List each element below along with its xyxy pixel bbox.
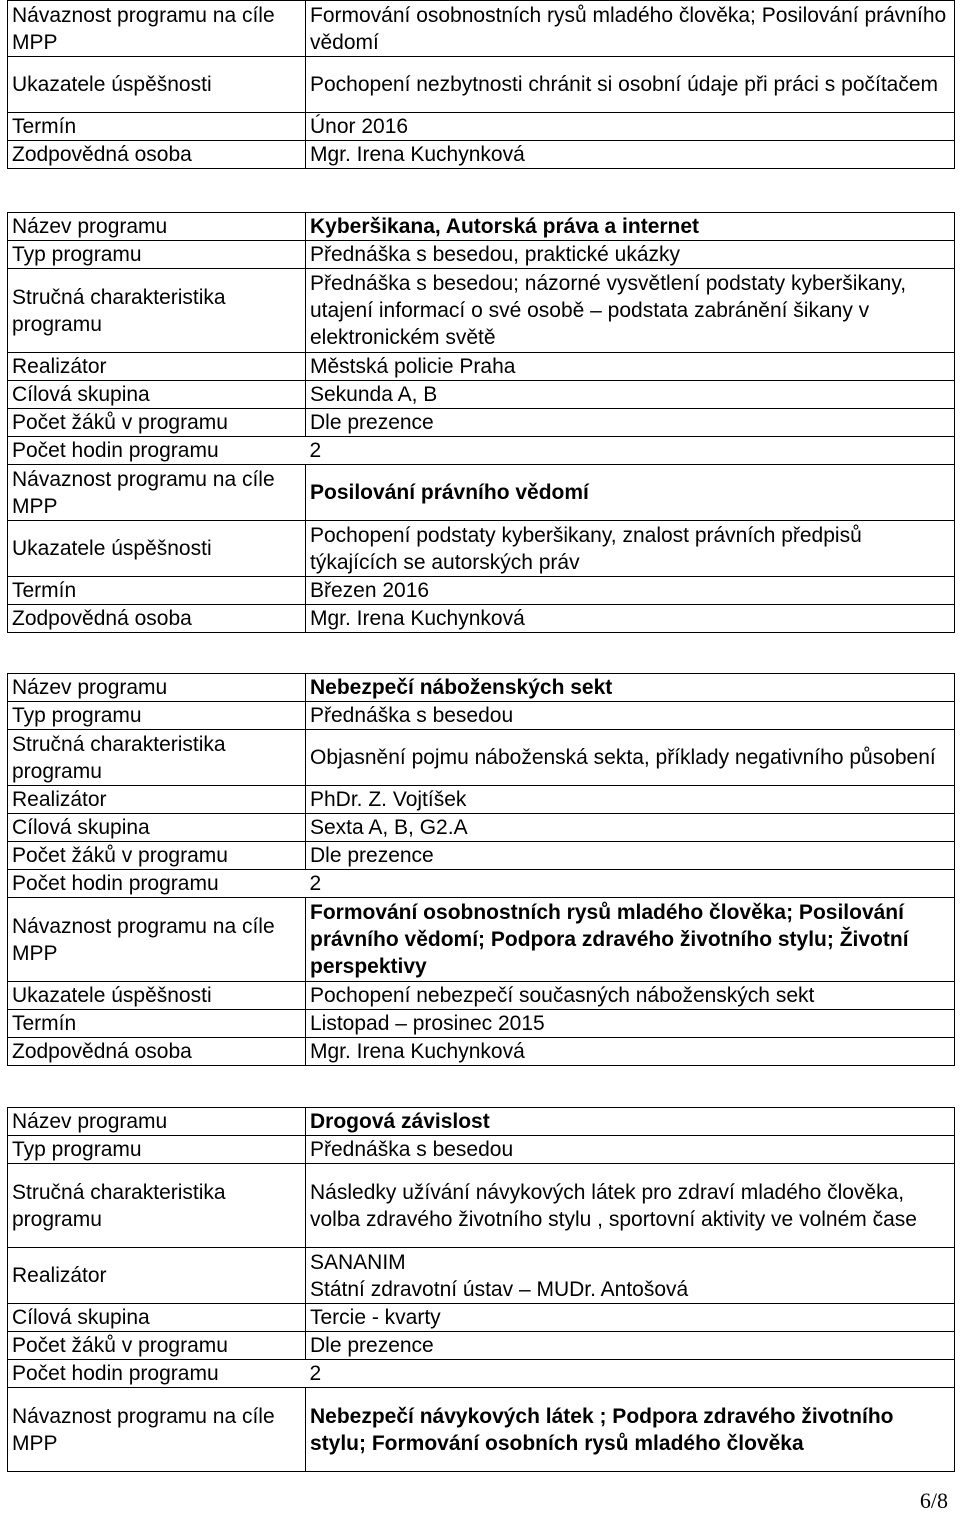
row-realizator — [8, 353, 955, 381]
row-termin — [8, 113, 955, 141]
ukazatele-label: Ukazatele úspěšnosti — [8, 57, 306, 113]
charakteristika-value: Následky užívání návykových látek pro zdraví mladého člověka, volba zdravého životního stylu , sportovní aktivity ve volném čase — [306, 1164, 955, 1248]
navaznost-label: Návaznost programu na cíle MPP — [8, 1388, 306, 1472]
typ-label: Typ programu — [8, 702, 306, 730]
zodpovedna-label: Zodpovědná osoba — [8, 605, 306, 633]
pocet-hodin-label: Počet hodin programu — [8, 437, 306, 465]
cilova-value: Sekunda A, B — [306, 381, 955, 409]
pocet-zaku-label: Počet žáků v programu — [8, 409, 306, 437]
pocet-zaku-value: Dle prezence — [306, 409, 955, 437]
realizator-label: Realizátor — [8, 353, 306, 381]
row-cilova — [8, 814, 955, 842]
program-table-3 — [7, 673, 955, 1066]
row-pocet-zaku — [8, 842, 955, 870]
row-nazev — [8, 674, 955, 702]
realizator-value — [306, 1248, 955, 1304]
nazev-value: Drogová závislost — [306, 1108, 955, 1136]
row-cilova — [8, 1304, 955, 1332]
zodpovedna-value: Mgr. Irena Kuchynková — [306, 605, 955, 633]
pocet-hodin-value: 2 — [306, 437, 955, 465]
cilova-value: Tercie - kvarty — [306, 1304, 955, 1332]
zodpovedna-label: Zodpovědná osoba — [8, 1038, 306, 1066]
zodpovedna-value: Mgr. Irena Kuchynková — [306, 141, 955, 169]
pocet-hodin-value: 2 — [306, 1360, 955, 1388]
row-termin — [8, 1010, 955, 1038]
ukazatele-value: Pochopení podstaty kyberšikany, znalost právních předpisů týkajících se autorských práv — [306, 521, 955, 577]
row-navaznost — [8, 1, 955, 57]
navaznost-label: Návaznost programu na cíle MPP — [8, 465, 306, 521]
realizator-value-line-2: Státní zdravotní ústav – MUDr. Antošová — [310, 1277, 689, 1301]
row-pocet-hodin — [8, 1360, 955, 1388]
realizator-label: Realizátor — [8, 786, 306, 814]
typ-value: Přednáška s besedou — [306, 1136, 955, 1164]
typ-label: Typ programu — [8, 1136, 306, 1164]
navaznost-value: Posilování právního vědomí — [306, 465, 955, 521]
nazev-label: Název programu — [8, 213, 306, 241]
cilova-label: Cílová skupina — [8, 814, 306, 842]
row-nazev — [8, 213, 955, 241]
row-navaznost — [8, 465, 955, 521]
row-zodpovedna — [8, 1038, 955, 1066]
row-charakteristika — [8, 1164, 955, 1248]
row-charakteristika — [8, 269, 955, 353]
realizator-value: PhDr. Z. Vojtíšek — [306, 786, 955, 814]
row-termin — [8, 577, 955, 605]
row-navaznost — [8, 1388, 955, 1472]
termin-value: Listopad – prosinec 2015 — [306, 1010, 955, 1038]
zodpovedna-label: Zodpovědná osoba — [8, 141, 306, 169]
row-pocet-hodin — [8, 437, 955, 465]
row-navaznost — [8, 898, 955, 982]
navaznost-label: Návaznost programu na cíle MPP — [8, 1, 306, 57]
row-ukazatele — [8, 982, 955, 1010]
charakteristika-label: Stručná charakteristika programu — [8, 1164, 306, 1248]
row-charakteristika — [8, 730, 955, 786]
pocet-hodin-label: Počet hodin programu — [8, 1360, 306, 1388]
pocet-zaku-label: Počet žáků v programu — [8, 1332, 306, 1360]
cilova-label: Cílová skupina — [8, 381, 306, 409]
row-ukazatele — [8, 57, 955, 113]
termin-value: Únor 2016 — [306, 113, 955, 141]
navaznost-value: Formování osobnostních rysů mladého člověka; Posilování právního vědomí; Podpora zdravého životního stylu; Životní perspektivy — [306, 898, 955, 982]
ukazatele-label: Ukazatele úspěšnosti — [8, 982, 306, 1010]
row-realizator — [8, 1248, 955, 1304]
termin-label: Termín — [8, 577, 306, 605]
zodpovedna-value: Mgr. Irena Kuchynková — [306, 1038, 955, 1066]
termin-label: Termín — [8, 113, 306, 141]
charakteristika-label: Stručná charakteristika programu — [8, 730, 306, 786]
row-ukazatele — [8, 521, 955, 577]
row-typ — [8, 1136, 955, 1164]
row-pocet-hodin — [8, 870, 955, 898]
nazev-value: Nebezpečí náboženských sekt — [306, 674, 955, 702]
pocet-zaku-value: Dle prezence — [306, 1332, 955, 1360]
termin-label: Termín — [8, 1010, 306, 1038]
typ-value: Přednáška s besedou, praktické ukázky — [306, 241, 955, 269]
navaznost-value: Nebezpečí návykových látek ; Podpora zdravého životního stylu; Formování osobních rysů mladého člověka — [306, 1388, 955, 1472]
program-table-2 — [7, 212, 955, 633]
row-nazev — [8, 1108, 955, 1136]
pocet-hodin-value: 2 — [306, 870, 955, 898]
navaznost-label: Návaznost programu na cíle MPP — [8, 898, 306, 982]
realizator-value-line-1: SANANIM — [310, 1250, 406, 1274]
program-table-4 — [7, 1107, 955, 1472]
realizator-value: Městská policie Praha — [306, 353, 955, 381]
pocet-hodin-label: Počet hodin programu — [8, 870, 306, 898]
realizator-label: Realizátor — [8, 1248, 306, 1304]
row-pocet-zaku — [8, 1332, 955, 1360]
navaznost-value: Formování osobnostních rysů mladého člověka; Posilování právního vědomí — [306, 1, 955, 57]
row-realizator — [8, 786, 955, 814]
typ-label: Typ programu — [8, 241, 306, 269]
row-zodpovedna — [8, 141, 955, 169]
row-zodpovedna — [8, 605, 955, 633]
charakteristika-label: Stručná charakteristika programu — [8, 269, 306, 353]
row-pocet-zaku — [8, 409, 955, 437]
nazev-label: Název programu — [8, 674, 306, 702]
cilova-value: Sexta A, B, G2.A — [306, 814, 955, 842]
cilova-label: Cílová skupina — [8, 1304, 306, 1332]
ukazatele-value: Pochopení nebezpečí současných náboženských sekt — [306, 982, 955, 1010]
nazev-value: Kyberšikana, Autorská práva a internet — [306, 213, 955, 241]
page-number: 6/8 — [919, 1488, 948, 1513]
typ-value: Přednáška s besedou — [306, 702, 955, 730]
ukazatele-value: Pochopení nezbytnosti chránit si osobní údaje při práci s počítačem — [306, 57, 955, 113]
termin-value: Březen 2016 — [306, 577, 955, 605]
ukazatele-label: Ukazatele úspěšnosti — [8, 521, 306, 577]
row-cilova — [8, 381, 955, 409]
row-typ — [8, 241, 955, 269]
program-table-1 — [7, 0, 955, 169]
pocet-zaku-value: Dle prezence — [306, 842, 955, 870]
charakteristika-value: Přednáška s besedou; názorné vysvětlení podstaty kyberšikany, utajení informací o své osobě – podstata zabránění šikany v elektronickém světě — [306, 269, 955, 353]
row-typ — [8, 702, 955, 730]
charakteristika-value: Objasnění pojmu náboženská sekta, příklady negativního působení — [306, 730, 955, 786]
pocet-zaku-label: Počet žáků v programu — [8, 842, 306, 870]
nazev-label: Název programu — [8, 1108, 306, 1136]
